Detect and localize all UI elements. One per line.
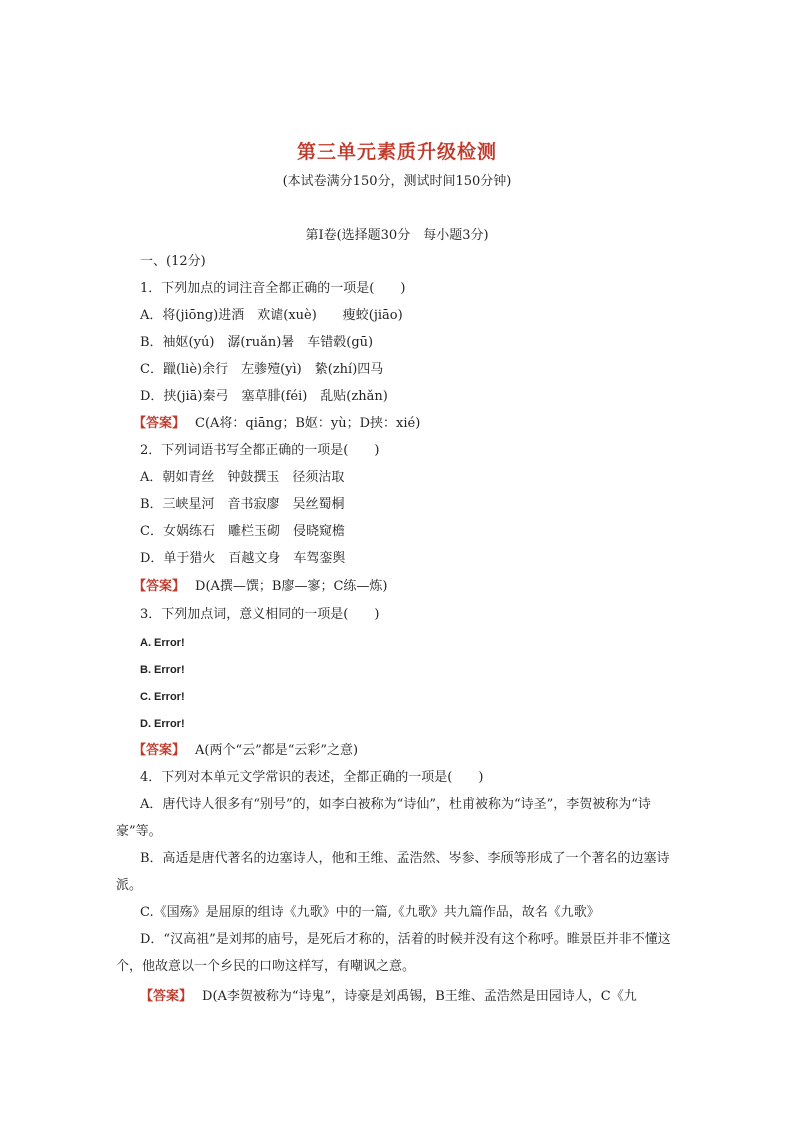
question-1-option-a: A．将(jiōng)进酒 欢谑(xuè) 瘦蛟(jiāo) (140, 308, 403, 323)
answer-text: C(A将：qiāng；B妪：yù；D挟：xié) (195, 416, 421, 431)
answer-tag: 【答案】 (140, 989, 193, 1004)
answer-text: A(两个“云”都是“云彩”之意) (195, 743, 359, 758)
question-3-option-b: B. Error! (140, 664, 185, 676)
question-1-answer (133, 415, 420, 433)
question-3-option-d: D. Error! (140, 718, 185, 730)
question-1-stem: 1．下列加点的词注音全都正确的一项是( ) (140, 281, 406, 296)
question-2-option-b: B．三峡星河 音书寂廖 吴丝蜀桐 (140, 497, 345, 512)
answer-text: D(A李贺被称为“诗鬼”，诗豪是刘禹锡，B王维、孟浩然是田园诗人，C《九 (202, 989, 637, 1004)
question-1-option-d: D．挟(jiā)秦弓 塞草腓(féi) 乱贴(zhǎn) (140, 389, 388, 404)
question-4-option-b: B．高适是唐代著名的边塞诗人，他和王维、孟浩然、岑参、李颀等形成了一个著名的边塞诗派。 (116, 851, 670, 893)
question-3-option-a: A. Error! (140, 637, 185, 649)
answer-tag: 【答案】 (133, 579, 186, 594)
question-3-stem: 3．下列加点词，意义相同的一项是( ) (140, 607, 380, 622)
question-2-option-c: C．女娲练石 雕栏玉砌 侵晓窥檐 (140, 524, 345, 539)
page-subtitle: (本试卷满分150分，测试时间150分钟) (282, 174, 512, 189)
question-3-option-c: C. Error! (140, 691, 185, 703)
section-heading: 第Ⅰ卷(选择题30分 每小题3分) (305, 228, 489, 243)
question-1-option-b: B．袖妪(yú) 潺(ruǎn)暑 车错毂(gū) (140, 335, 374, 350)
part-heading: 一、(12分) (140, 254, 206, 269)
answer-text: D(A撰—馔；B廖—寥；C练—炼) (195, 579, 388, 594)
question-4-stem: 4．下列对本单元文学常识的表述，全都正确的一项是( ) (140, 770, 484, 785)
question-4-option-d: D．“汉高祖”是刘邦的庙号，是死后才称的，活着的时候并没有这个称呼。睢景臣并非不懂这个，他故意以一个乡民的口吻这样写，有嘲讽之意。 (116, 932, 671, 974)
answer-tag: 【答案】 (133, 416, 186, 431)
question-3-answer (133, 742, 358, 760)
question-2-option-a: A．朝如青丝 钟鼓撰玉 径须沽取 (140, 470, 345, 485)
question-2-answer (133, 578, 387, 596)
question-4-option-a: A．唐代诗人很多有“别号”的，如李白被称为“诗仙”，杜甫被称为“诗圣”，李贺被称为“诗豪”等。 (116, 797, 651, 839)
question-2-stem: 2．下列词语书写全都正确的一项是( ) (140, 443, 380, 458)
question-1-option-c: C．躐(liè)余行 左骖殪(yì) 絷(zhí)四马 (140, 362, 384, 377)
question-2-option-d: D．单于猎火 百越文身 车驾銮舆 (140, 551, 346, 566)
question-4-answer (140, 988, 637, 1006)
answer-tag: 【答案】 (133, 743, 186, 758)
page-title: 第三单元素质升级检测 (296, 141, 497, 163)
question-4-option-c: C.《国殇》是屈原的组诗《九歌》中的一篇,《九歌》共九篇作品，故名《九歌》 (140, 905, 600, 920)
